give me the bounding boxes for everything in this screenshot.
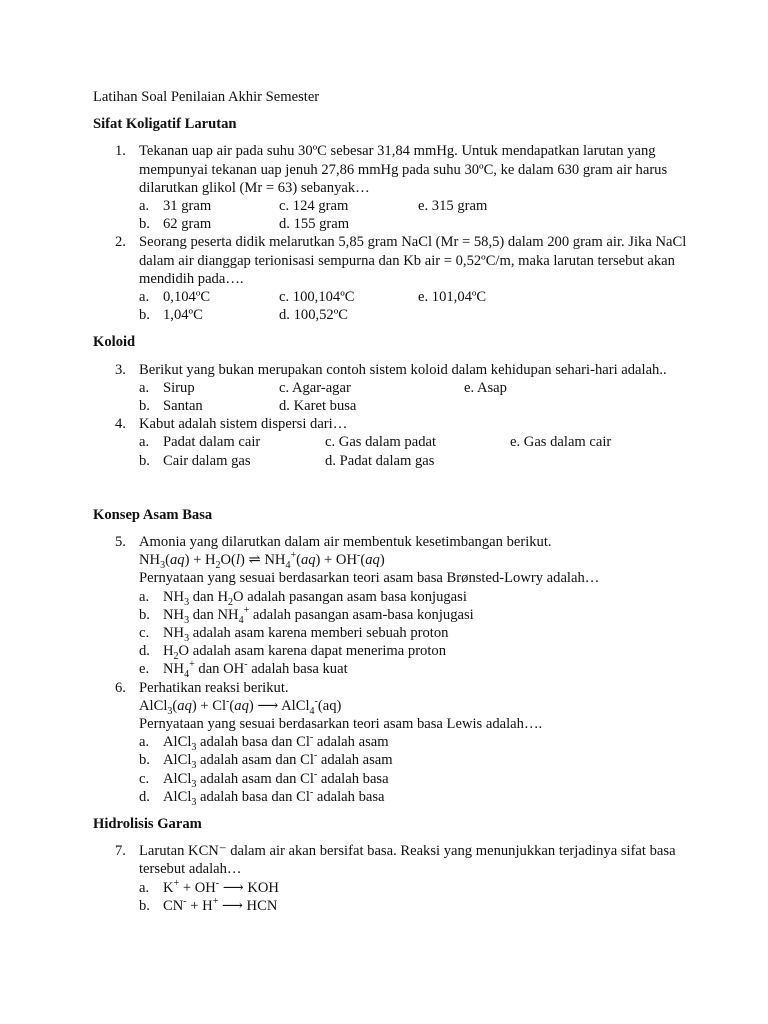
question-6	[93, 679, 693, 734]
option-e: e. Asap	[464, 379, 507, 396]
option-a: a. K+ + OH- ⟶ KOH	[139, 877, 279, 896]
reaction-equation: AlCl$_3$(aq) + Cl-(aq) ⟶ AlCl$_4$-(aq)	[139, 695, 342, 717]
option-c: c. 100,104ºC	[279, 289, 355, 305]
question-number: 2.	[115, 234, 126, 251]
question-3	[93, 361, 693, 379]
option-text: 31 gram	[163, 198, 212, 215]
option-label: b.	[139, 397, 150, 414]
option-d: d. AlCl$_3$ adalah basa dan Cl- adalah basa	[139, 786, 385, 808]
option-c: c. 124 gram	[279, 198, 349, 215]
option-e: e. 315 gram	[418, 198, 488, 215]
option-d: d. 100,52ºC	[279, 307, 348, 324]
question-2	[93, 233, 693, 288]
option-c: c. AlCl$_3$ adalah asam dan Cl- adalah basa	[139, 768, 389, 790]
option-e: e. 101,04ºC	[418, 289, 487, 305]
option-label: b.	[139, 216, 150, 233]
option-e: e. Gas dalam cair	[510, 434, 612, 451]
question-number: 6.	[115, 679, 126, 696]
option-text: Santan	[163, 397, 203, 414]
option-text: Padat dalam cair	[163, 434, 261, 451]
question-1	[93, 142, 693, 197]
option-label: a.	[139, 198, 150, 215]
option-e: e. $NH_4^+$ dan OH- adalah basa kuat	[139, 659, 348, 681]
question-7-options	[93, 879, 693, 915]
option-label: b.	[139, 307, 150, 324]
question-7	[93, 842, 693, 878]
option-text: Cair dalam gas	[163, 452, 251, 469]
section-heading-sifat-koligatif: Sifat Koligatif Larutan	[93, 116, 237, 133]
option-label: b.	[139, 452, 150, 469]
question-4	[93, 415, 693, 433]
option-c: c. $NH_3$ adalah asam karena memberi sebuah proton	[139, 624, 449, 644]
question-4-options	[93, 433, 693, 469]
equilibrium-equation: $NH_3(aq) + H_2O(l)$ ⇌ $NH_4^+(aq) + OH^-(aq)$	[139, 550, 385, 572]
question-number: 5.	[115, 533, 126, 550]
option-text: 62 gram	[163, 216, 212, 233]
question-text: Amonia yang dilarutkan dalam air membentuk kesetimbangan berikut.	[139, 533, 552, 550]
option-text: 1,04ºC	[163, 307, 203, 324]
question-text: Seorang peserta didik melarutkan 5,85 gram NaCl (Mr = 58,5) dalam 200 gram air. Jika NaCl dalam air dianggap terionisasi sempurna dan Kb air = 0,52ºC/m, maka larutan tersebut akan mendidih pada….	[139, 234, 687, 287]
question-6-options	[93, 733, 693, 806]
question-number: 1.	[115, 143, 126, 160]
question-2-options	[93, 288, 693, 324]
option-d: d. Karet busa	[279, 397, 357, 414]
option-a: a. AlCl$_3$ adalah basa dan Cl- adalah asam	[139, 732, 389, 754]
option-d: d. Padat dalam gas	[325, 452, 435, 469]
document-page	[93, 88, 693, 915]
option-b: b. $NH_3$ dan $NH_4^+$ adalah pasangan asam-basa konjugasi	[139, 604, 474, 626]
question-text: Kabut adalah sistem dispersi dari…	[139, 416, 348, 433]
option-d: d. $H_2O$ adalah asam karena dapat menerima proton	[139, 643, 446, 663]
question-text: Perhatikan reaksi berikut.	[139, 679, 289, 696]
option-b: b. CN- + H+ ⟶ HCN	[139, 895, 278, 914]
section-heading-asam-basa: Konsep Asam Basa	[93, 506, 213, 523]
question-1-options	[93, 197, 693, 233]
question-text: Larutan KCN⁻ dalam air akan bersifat basa. Reaksi yang menunjukkan terjadinya sifat basa tersebut adalah…	[139, 843, 676, 878]
question-5-options	[93, 588, 693, 679]
option-c: c. Agar-agar	[279, 379, 351, 396]
question-text: Tekanan uap air pada suhu 30ºC sebesar 31,84 mmHg. Untuk mendapatkan larutan yang mempunyai tekanan uap jenuh 27,86 mmHg pada suhu 30ºC, ke dalam 630 gram air harus dilarutkan glikol (Mr = 63) sebanyak…	[139, 143, 668, 196]
option-d: d. 155 gram	[279, 216, 350, 233]
section-heading-hidrolisis: Hidrolisis Garam	[93, 815, 202, 832]
option-c: c. Gas dalam padat	[325, 434, 437, 451]
question-text: Berikut yang bukan merupakan contoh sistem koloid dalam kehidupan sehari-hari adalah..	[139, 361, 667, 378]
question-3-options	[93, 379, 693, 415]
question-number: 4.	[115, 416, 126, 433]
section-heading-koloid: Koloid	[93, 334, 136, 351]
option-text: Sirup	[163, 379, 195, 396]
question-5	[93, 533, 693, 588]
question-number: 3.	[115, 361, 126, 378]
option-a: a. $NH_3$ dan $H_2O$ adalah pasangan asam basa konjugasi	[139, 588, 467, 608]
option-text: 0,104ºC	[163, 289, 211, 305]
question-prompt: Pernyataan yang sesuai berdasarkan teori asam basa Brønsted-Lowry adalah…	[139, 570, 600, 587]
option-label: a.	[139, 379, 150, 396]
option-b: b. AlCl$_3$ adalah asam dan Cl- adalah asam	[139, 750, 393, 772]
question-prompt: Pernyataan yang sesuai berdasarkan teori asam basa Lewis adalah….	[139, 715, 543, 732]
document-title: Latihan Soal Penilaian Akhir Semester	[93, 89, 320, 105]
option-label: a.	[139, 289, 150, 305]
question-number: 7.	[115, 843, 126, 860]
option-label: a.	[139, 434, 150, 451]
